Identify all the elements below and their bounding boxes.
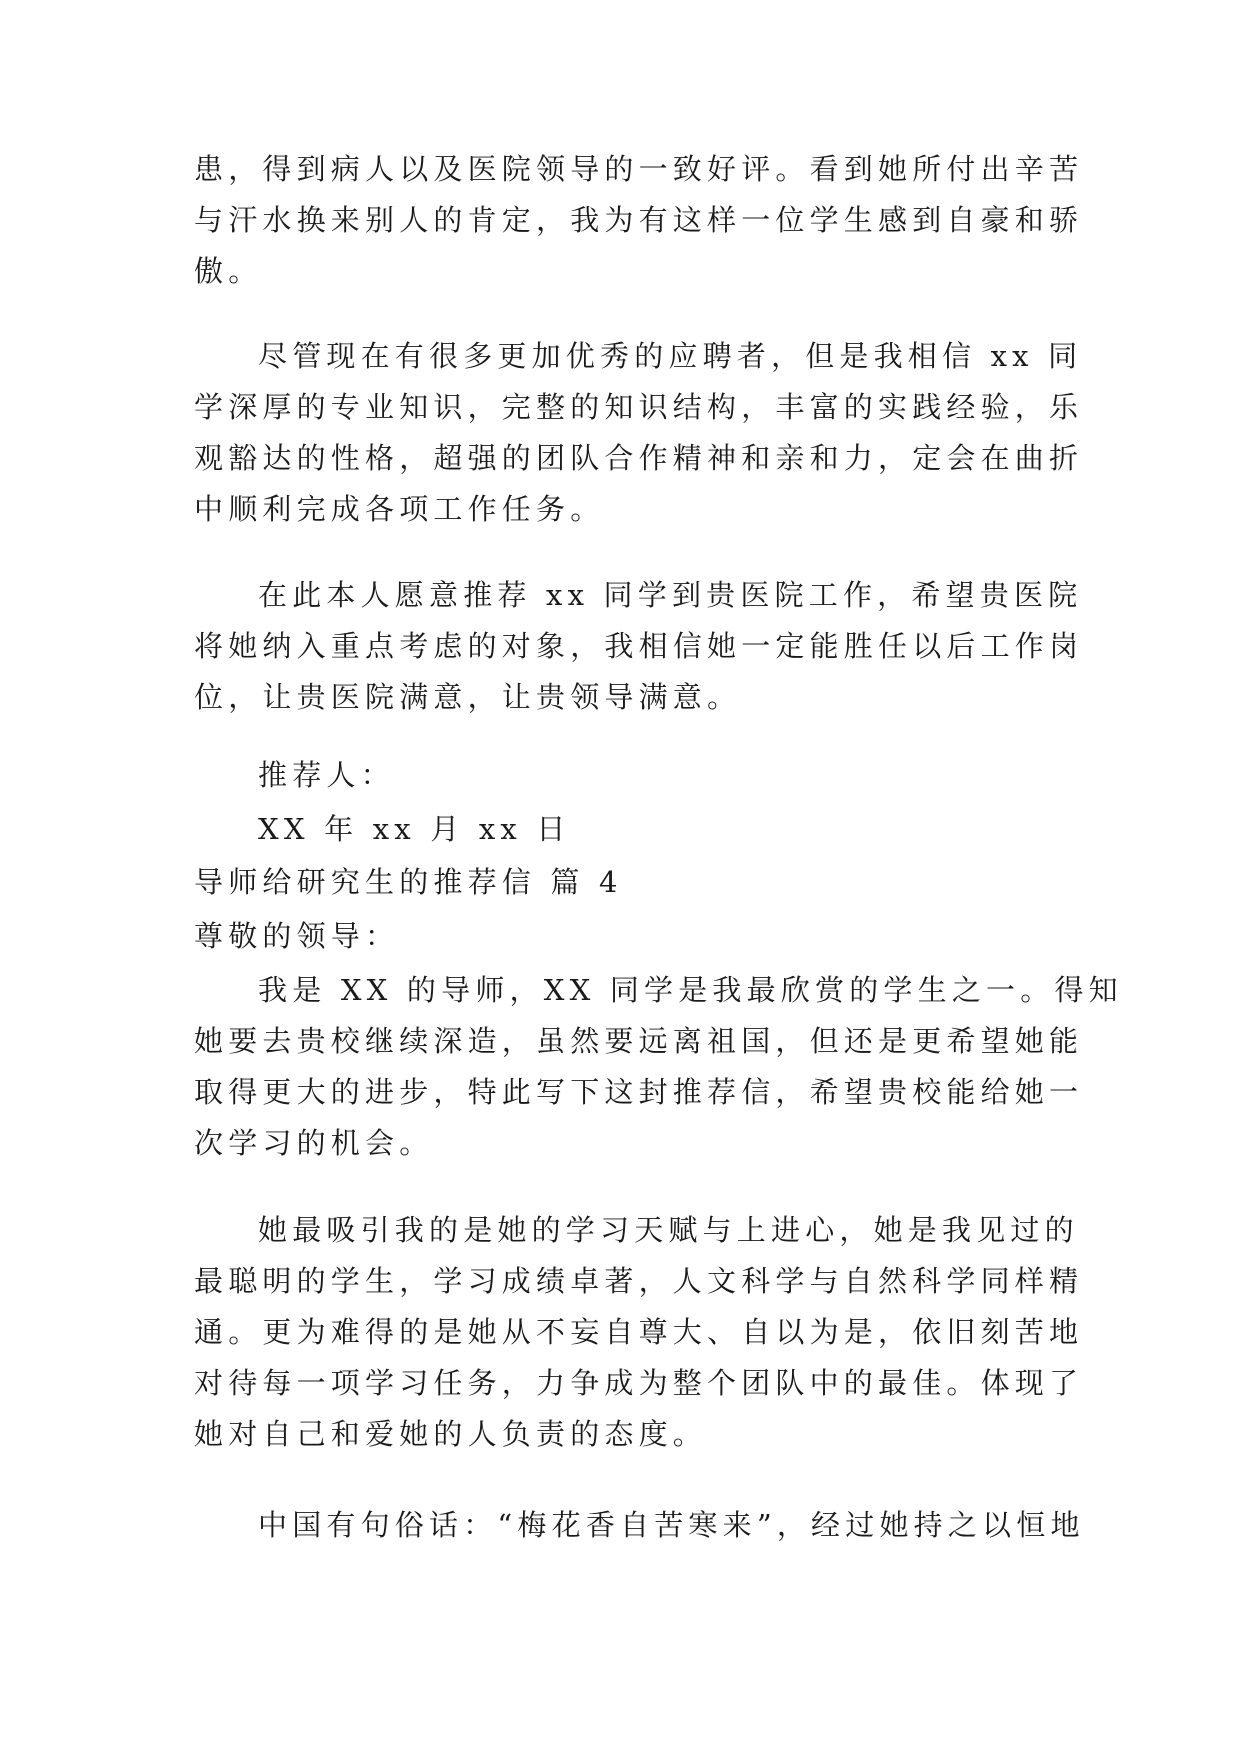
text-line: 观豁达的性格，超强的团队合作精神和亲和力，定会在曲折 (194, 441, 1084, 475)
text-line: 对待每一项学习任务，力争成为整个团队中的最佳。体现了 (194, 1366, 1084, 1400)
date-line (194, 804, 1054, 855)
text-line: 尽管现在有很多更加优秀的应聘者，但是我相信 xx 同 (258, 339, 1083, 373)
text-line: 位，让贵医院满意，让贵领导满意。 (194, 680, 742, 714)
salutation (194, 911, 1054, 962)
text-line: 患，得到病人以及医院领导的一致好评。看到她所付出辛苦 (194, 152, 1084, 186)
text-line: 通。更为难得的是她从不妄自尊大、自以为是，依旧刻苦地 (194, 1315, 1084, 1349)
text-line: 将她纳入重点考虑的对象，我相信她一定能胜任以后工作岗 (194, 629, 1084, 663)
text-line: 取得更大的进步，特此写下这封推荐信，希望贵校能给她一 (194, 1075, 1084, 1109)
paragraph-proverb (194, 1500, 1085, 1551)
paragraph-applicants (194, 331, 1084, 535)
text-line: 她要去贵校继续深造，虽然要远离祖国，但还是更希望她能 (194, 1024, 1084, 1058)
recommender-label: 推荐人： (258, 758, 395, 792)
paragraph-continuation (194, 144, 1084, 297)
text-line: 中国有句俗话：“梅花香自苦寒来”，经过她持之以恒地 (258, 1508, 1085, 1542)
recommender-line (194, 750, 1054, 801)
text-line: 与汗水换来别人的肯定，我为有这样一位学生感到自豪和骄 (194, 203, 1084, 237)
text-line: 在此本人愿意推荐 xx 同学到贵医院工作，希望贵医院 (258, 578, 1083, 612)
text-line: 我是 XX 的导师，XX 同学是我最欣赏的学生之一。得知 (258, 973, 1123, 1007)
salutation-text: 尊敬的领导： (194, 919, 400, 953)
text-line: 她对自己和爱她的人负责的态度。 (194, 1417, 708, 1451)
paragraph-intro (194, 965, 1123, 1169)
text-line: 傲。 (194, 254, 263, 288)
text-line: 次学习的机会。 (194, 1126, 434, 1160)
paragraph-talent (194, 1205, 1084, 1460)
text-line: 学深厚的专业知识，完整的知识结构，丰富的实践经验，乐 (194, 390, 1084, 424)
text-line: 最聪明的学生，学习成绩卓著，人文科学与自然科学同样精 (194, 1264, 1084, 1298)
text-line: 她最吸引我的是她的学习天赋与上进心，她是我见过的 (258, 1213, 1079, 1247)
text-line: 中顺利完成各项工作任务。 (194, 492, 605, 526)
section-title: 导师给研究生的推荐信 篇 4 (194, 865, 623, 899)
date-text: XX 年 xx 月 xx 日 (258, 812, 571, 846)
paragraph-recommend (194, 570, 1084, 723)
section-heading (194, 857, 1054, 908)
